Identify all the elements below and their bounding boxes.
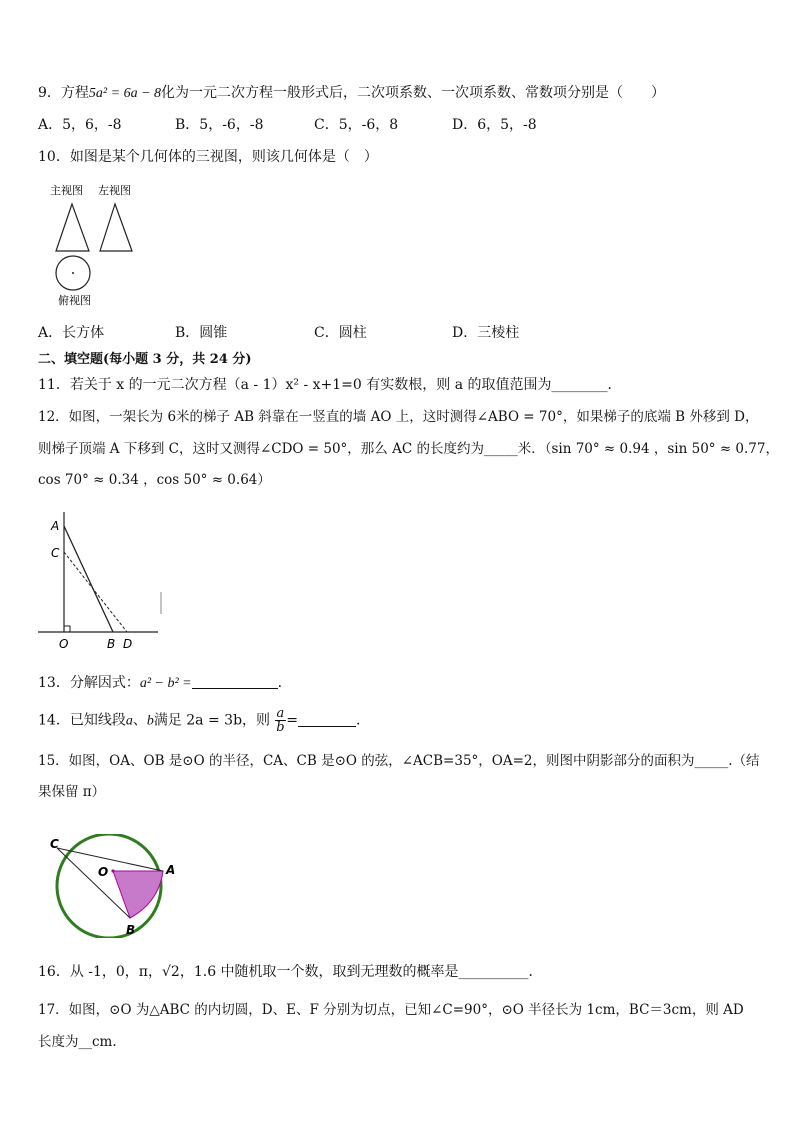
q14-mid: 、	[132, 712, 147, 729]
side-view-label: 左视图	[98, 184, 131, 197]
q9-option-b[interactable]: B．5，-6，-8	[175, 117, 264, 133]
q14-numerator: a	[276, 706, 285, 721]
label-o: O	[98, 865, 109, 879]
q9-option-d[interactable]: D．6，5，-8	[452, 117, 537, 133]
q13-stem	[38, 672, 282, 692]
q14-equals: =	[286, 712, 298, 729]
q15-line2: 果保留 π）	[38, 784, 106, 800]
label-a: A	[166, 863, 176, 877]
label-c: C	[51, 546, 60, 560]
ladder-cd	[64, 552, 127, 632]
q12-line1: 12．如图，一架长为 6米的梯子 AB 斜靠在一竖直的墙 AO 上，这时测得∠ABO = 70°，如果梯子的底端 B 外移到 D，	[38, 409, 759, 425]
top-view-label: 俯视图	[58, 294, 91, 307]
front-view-triangle	[56, 204, 89, 251]
q10-option-a[interactable]: A．长方体	[38, 325, 105, 341]
ladder-ab	[64, 526, 113, 632]
circle-figure	[46, 834, 182, 938]
q10-option-d[interactable]: D．三棱柱	[452, 325, 520, 341]
q10-option-b[interactable]: B．圆锥	[175, 325, 228, 341]
q17-line2: 长度为__cm.	[38, 1034, 117, 1050]
top-view-center-dot	[72, 272, 74, 274]
q9-option-c[interactable]: C．5，-6，8	[314, 117, 399, 133]
center-dot	[111, 869, 114, 872]
label-b: B	[107, 637, 116, 651]
q9-stem	[38, 82, 665, 102]
q13-answer-blank[interactable]	[192, 674, 278, 689]
three-view-figure	[46, 178, 146, 310]
label-a: A	[51, 519, 60, 533]
q10-stem: 10．如图是某个几何体的三视图，则该几何体是（ ）	[38, 149, 378, 165]
q12-line3: cos 70° ≈ 0.34 ，cos 50° ≈ 0.64）	[38, 472, 271, 488]
q14-fraction	[275, 707, 287, 734]
q13-expression: a² − b² =	[139, 676, 192, 691]
side-view-triangle	[100, 204, 132, 251]
front-view-label: 主视图	[50, 184, 83, 197]
q14-cond: 满足 2a = 3b，则	[153, 712, 271, 729]
q14-a: a	[125, 713, 133, 729]
q15-line1: 15．如图，OA、OB 是⊙O 的半径，CA、CB 是⊙O 的弦，∠ACB=35°，OA=2，则图中阴影部分的面积为_____.（结	[38, 753, 760, 769]
q12-line2: 则梯子顶端 A 下移到 C，这时又测得∠CDO = 50°，那么 AC 的长度约为_____米．（sin 70° ≈ 0.94 ，sin 50° ≈ 0.77，	[38, 441, 779, 457]
q14-b: b	[146, 713, 154, 729]
label-b: B	[126, 923, 136, 937]
q17-line1: 17．如图，⊙O 为△ABC 的内切圆，D、E、F 分别为切点，已知∠C=90°，⊙O 半径长为 1cm，BC＝3cm，则 AD	[38, 1002, 744, 1018]
ladder-figure	[34, 508, 166, 654]
label-c: C	[50, 837, 59, 851]
q10-option-c[interactable]: C．圆柱	[314, 325, 367, 341]
q16-stem: 16．从 -1，0，π，√2，1.6 中随机取一个数，取到无理数的概率是__________．	[38, 964, 543, 980]
label-d: D	[123, 637, 133, 651]
q14-denominator: b	[276, 720, 285, 735]
q9-suffix: 化为一元二次方程一般形式后，二次项系数、一次项系数、常数项分别是（ ）	[161, 85, 666, 101]
q13-end: .	[277, 675, 283, 691]
q9-equation: 5a² = 6a − 8	[88, 86, 162, 101]
q14-stem	[38, 707, 360, 734]
q14-prefix: 14．已知线段	[38, 712, 126, 729]
section-title: 二、填空题(每小题 3 分，共 24 分)	[38, 352, 252, 367]
q9-prefix: 9．方程	[38, 85, 89, 101]
label-o: O	[59, 637, 69, 651]
q14-answer-blank[interactable]	[298, 712, 356, 727]
q14-end: .	[356, 712, 361, 729]
q13-prefix: 13．分解因式：	[38, 675, 140, 691]
q11-stem: 11．若关于 x 的一元二次方程（a - 1）x² - x+1=0 有实数根，则 a 的取值范围为________．	[38, 377, 622, 393]
q9-option-a[interactable]: A．5，6，-8	[38, 117, 122, 133]
right-angle-mark	[64, 626, 70, 632]
